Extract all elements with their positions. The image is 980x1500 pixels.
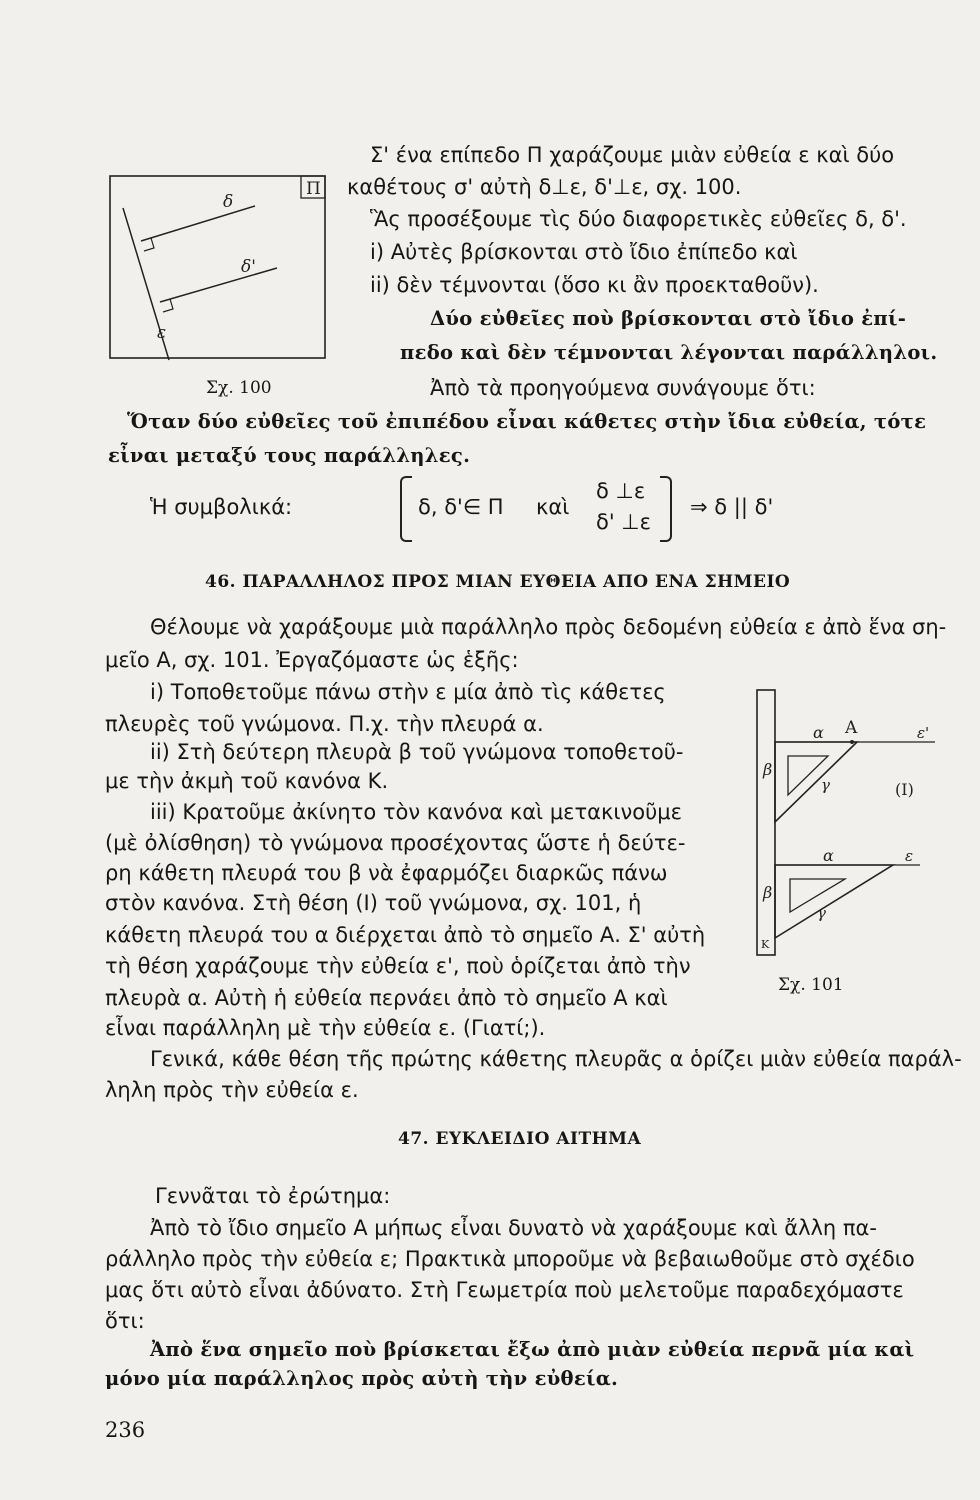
section-47-line: Γεννᾶται τὸ ἐρώτημα: [155, 1184, 391, 1208]
section-46-line: ii) Στὴ δεύτερη πλευρὰ β τοῦ γνώμονα τοποθετοῦ- [150, 740, 684, 764]
symbolic-label: Ἡ συμβολικά: [150, 495, 293, 519]
section-47-line: μας ὅτι αὐτὸ εἶναι ἀδύνατο. Στὴ Γεωμετρία ποὺ μελετοῦμε παραδεχόμαστε [105, 1278, 904, 1302]
section-46-line: πλευρὲς τοῦ γνώμονα. Π.χ. τὴν πλευρά α. [105, 712, 544, 736]
section-46-line: πλευρὰ α. Αὐτὴ ἡ εὐθεία περνάει ἀπὸ τὸ σημεῖο Α καὶ [105, 986, 668, 1010]
section-46-line: iii) Κρατοῦμε ἀκίνητο τὸν κανόνα καὶ μετακινοῦμε [150, 800, 682, 824]
label-beta-1: β [763, 760, 773, 779]
point-A-dot [850, 740, 854, 744]
symbolic-condition-1: δ, δ'∈ Π [418, 495, 504, 519]
page-number: 236 [105, 1418, 146, 1442]
section-46-line: κάθετη πλευρά του α διέρχεται ἀπὸ τὸ σημεῖο Α. Σ' αὐτὴ [105, 923, 706, 947]
label-ruler-K: Κ [761, 938, 770, 951]
figure-100-caption: Σχ. 100 [206, 378, 272, 398]
definition-line-2: πεδο καὶ δὲν τέμνονται λέγονται παράλληλοι. [400, 341, 938, 364]
set-square-position-2 [775, 865, 893, 938]
intro-line-5: ii) δὲν τέμνονται (ὅσο κι ἂν προεκταθοῦν). [370, 273, 819, 297]
symbolic-left-brace [400, 476, 412, 542]
section-46-line: εἶναι παράλληλη μὲ τὴν εὐθεία ε. (Γιατί;). [105, 1016, 546, 1040]
plane-label: Π [306, 179, 321, 199]
figure-101-drawing [745, 680, 945, 960]
figure-101 [745, 680, 945, 960]
section-46-line: στὸν κανόνα. Στὴ θέση (Ι) τοῦ γνώμονα, σχ. 101, ἡ [105, 891, 642, 915]
figure-101-caption: Σχ. 101 [778, 975, 844, 995]
intro-line-3: Ἃς προσέξουμε τὶς δύο διαφορετικὲς εὐθεῖες δ, δ'. [370, 207, 907, 231]
label-alpha-1: α [813, 723, 824, 742]
label-alpha-2: α [823, 846, 834, 865]
label-position-I: (Ι) [895, 780, 914, 799]
ruler [757, 690, 775, 955]
section-46-line: ληλη πρὸς τὴν εὐθεία ε. [105, 1078, 359, 1102]
label-epsilon: ε [157, 323, 167, 343]
axiom-line-1: Ἀπὸ ἕνα σημεῖο ποὺ βρίσκεται ἔξω ἀπὸ μιὰν εὐθεία περνᾶ μία καὶ [150, 1338, 915, 1361]
intro-line-1: Σ' ένα επίπεδο Π χαράζουμε μιὰν εὐθεία ε καὶ δύο [370, 143, 895, 167]
line-delta-prime [160, 268, 277, 302]
section-47-line: ράλληλο πρὸς τὴν εὐθεία ε; Πρακτικὰ μποροῦμε νὰ βεβαιωθοῦμε στὸ σχέδιο [105, 1247, 915, 1271]
section-47-line: Ἀπὸ τὸ ἴδιο σημεῖο Α μήπως εἶναι δυνατὸ νὰ χαράξουμε καὶ ἄλλη πα- [150, 1216, 877, 1240]
section-46-title: 46. ΠΑΡΑΛΛΗΛΟΣ ΠΡΟΣ ΜΙΑΝ ΕΥΘΕΙΑ ΑΠΟ ΕΝΑ ΣΗΜΕΙΟ [205, 572, 791, 592]
section-46-line: τὴ θέση χαράζουμε τὴν εὐθεία ε', ποὺ ὁρίζεται ἀπὸ τὴν [105, 954, 691, 978]
theorem-line-1: Ὅταν δύο εὐθεῖες τοῦ ἐπιπέδου εἶναι κάθετες στὴν ἴδια εὐθεία, τότε [127, 410, 927, 433]
label-epsilon-prime: ε' [917, 724, 930, 742]
definition-line-1: Δύο εὐθεῖες ποὺ βρίσκονται στὸ ἴδιο ἐπί- [430, 307, 907, 330]
section-46-line: Θέλουμε νὰ χαράξουμε μιὰ παράλληλο πρὸς δεδομένη εὐθεία ε ἀπὸ ἕνα ση- [150, 615, 947, 639]
figure-100 [105, 168, 330, 368]
section-46-line: ρη κάθετη πλευρά του β νὰ ἐφαρμόζει διαρκῶς πάνω [105, 861, 668, 885]
symbolic-result: ⇒ δ || δ' [690, 495, 774, 519]
section-46-line: (μὲ ὀλίσθηση) τὸ γνώμονα προσέχοντας ὥστε ἡ δεύτε- [105, 831, 686, 855]
intro-line-2: καθέτους σ' αὐτὴ δ⊥ε, δ'⊥ε, σχ. 100. [347, 175, 742, 199]
section-46-line: i) Τοποθετοῦμε πάνω στὴν ε μία ἀπὸ τὶς κάθετες [150, 680, 666, 704]
section-46-line: με τὴν ἀκμὴ τοῦ κανόνα Κ. [105, 769, 389, 793]
label-beta-2: β [763, 883, 773, 902]
plane-rectangle [110, 176, 325, 358]
intro-line-6: Ἀπὸ τὰ προηγούμενα συνάγουμε ὅτι: [430, 376, 816, 400]
symbolic-right-brace [660, 476, 672, 542]
symbolic-condition-3: δ' ⊥ε [596, 510, 651, 534]
label-delta-prime: δ' [241, 257, 256, 277]
label-gamma-1: γ [821, 776, 830, 794]
theorem-line-2: εἶναι μεταξύ τους παράλληλες. [108, 444, 471, 467]
label-point-A: Α [845, 718, 858, 738]
line-delta [141, 206, 255, 241]
set-square-position-1 [775, 742, 857, 822]
label-delta: δ [223, 192, 234, 212]
symbolic-and: καὶ [536, 495, 570, 519]
section-47-title: 47. ΕΥΚΛΕΙΔΙΟ ΑΙΤΗΜΑ [398, 1129, 642, 1149]
axiom-line-2: μόνο μία παράλληλος πρὸς αὐτὴ τὴν εὐθεία. [105, 1367, 619, 1390]
section-46-line: Γενικά, κάθε θέση τῆς πρώτης κάθετης πλευρᾶς α ὁρίζει μιὰν εὐθεία παράλ- [150, 1047, 962, 1071]
section-47-line: ὅτι: [105, 1309, 145, 1333]
label-gamma-2: γ [817, 904, 826, 922]
intro-line-4: i) Αὐτὲς βρίσκονται στὸ ἴδιο ἐπίπεδο καὶ [370, 240, 798, 264]
symbolic-condition-2: δ ⊥ε [596, 479, 646, 503]
label-epsilon: ε [905, 847, 914, 865]
section-46-line: μεῖο Α, σχ. 101. Ἐργαζόμαστε ὡς ἑξῆς: [105, 648, 519, 672]
figure-100-drawing [105, 168, 330, 368]
